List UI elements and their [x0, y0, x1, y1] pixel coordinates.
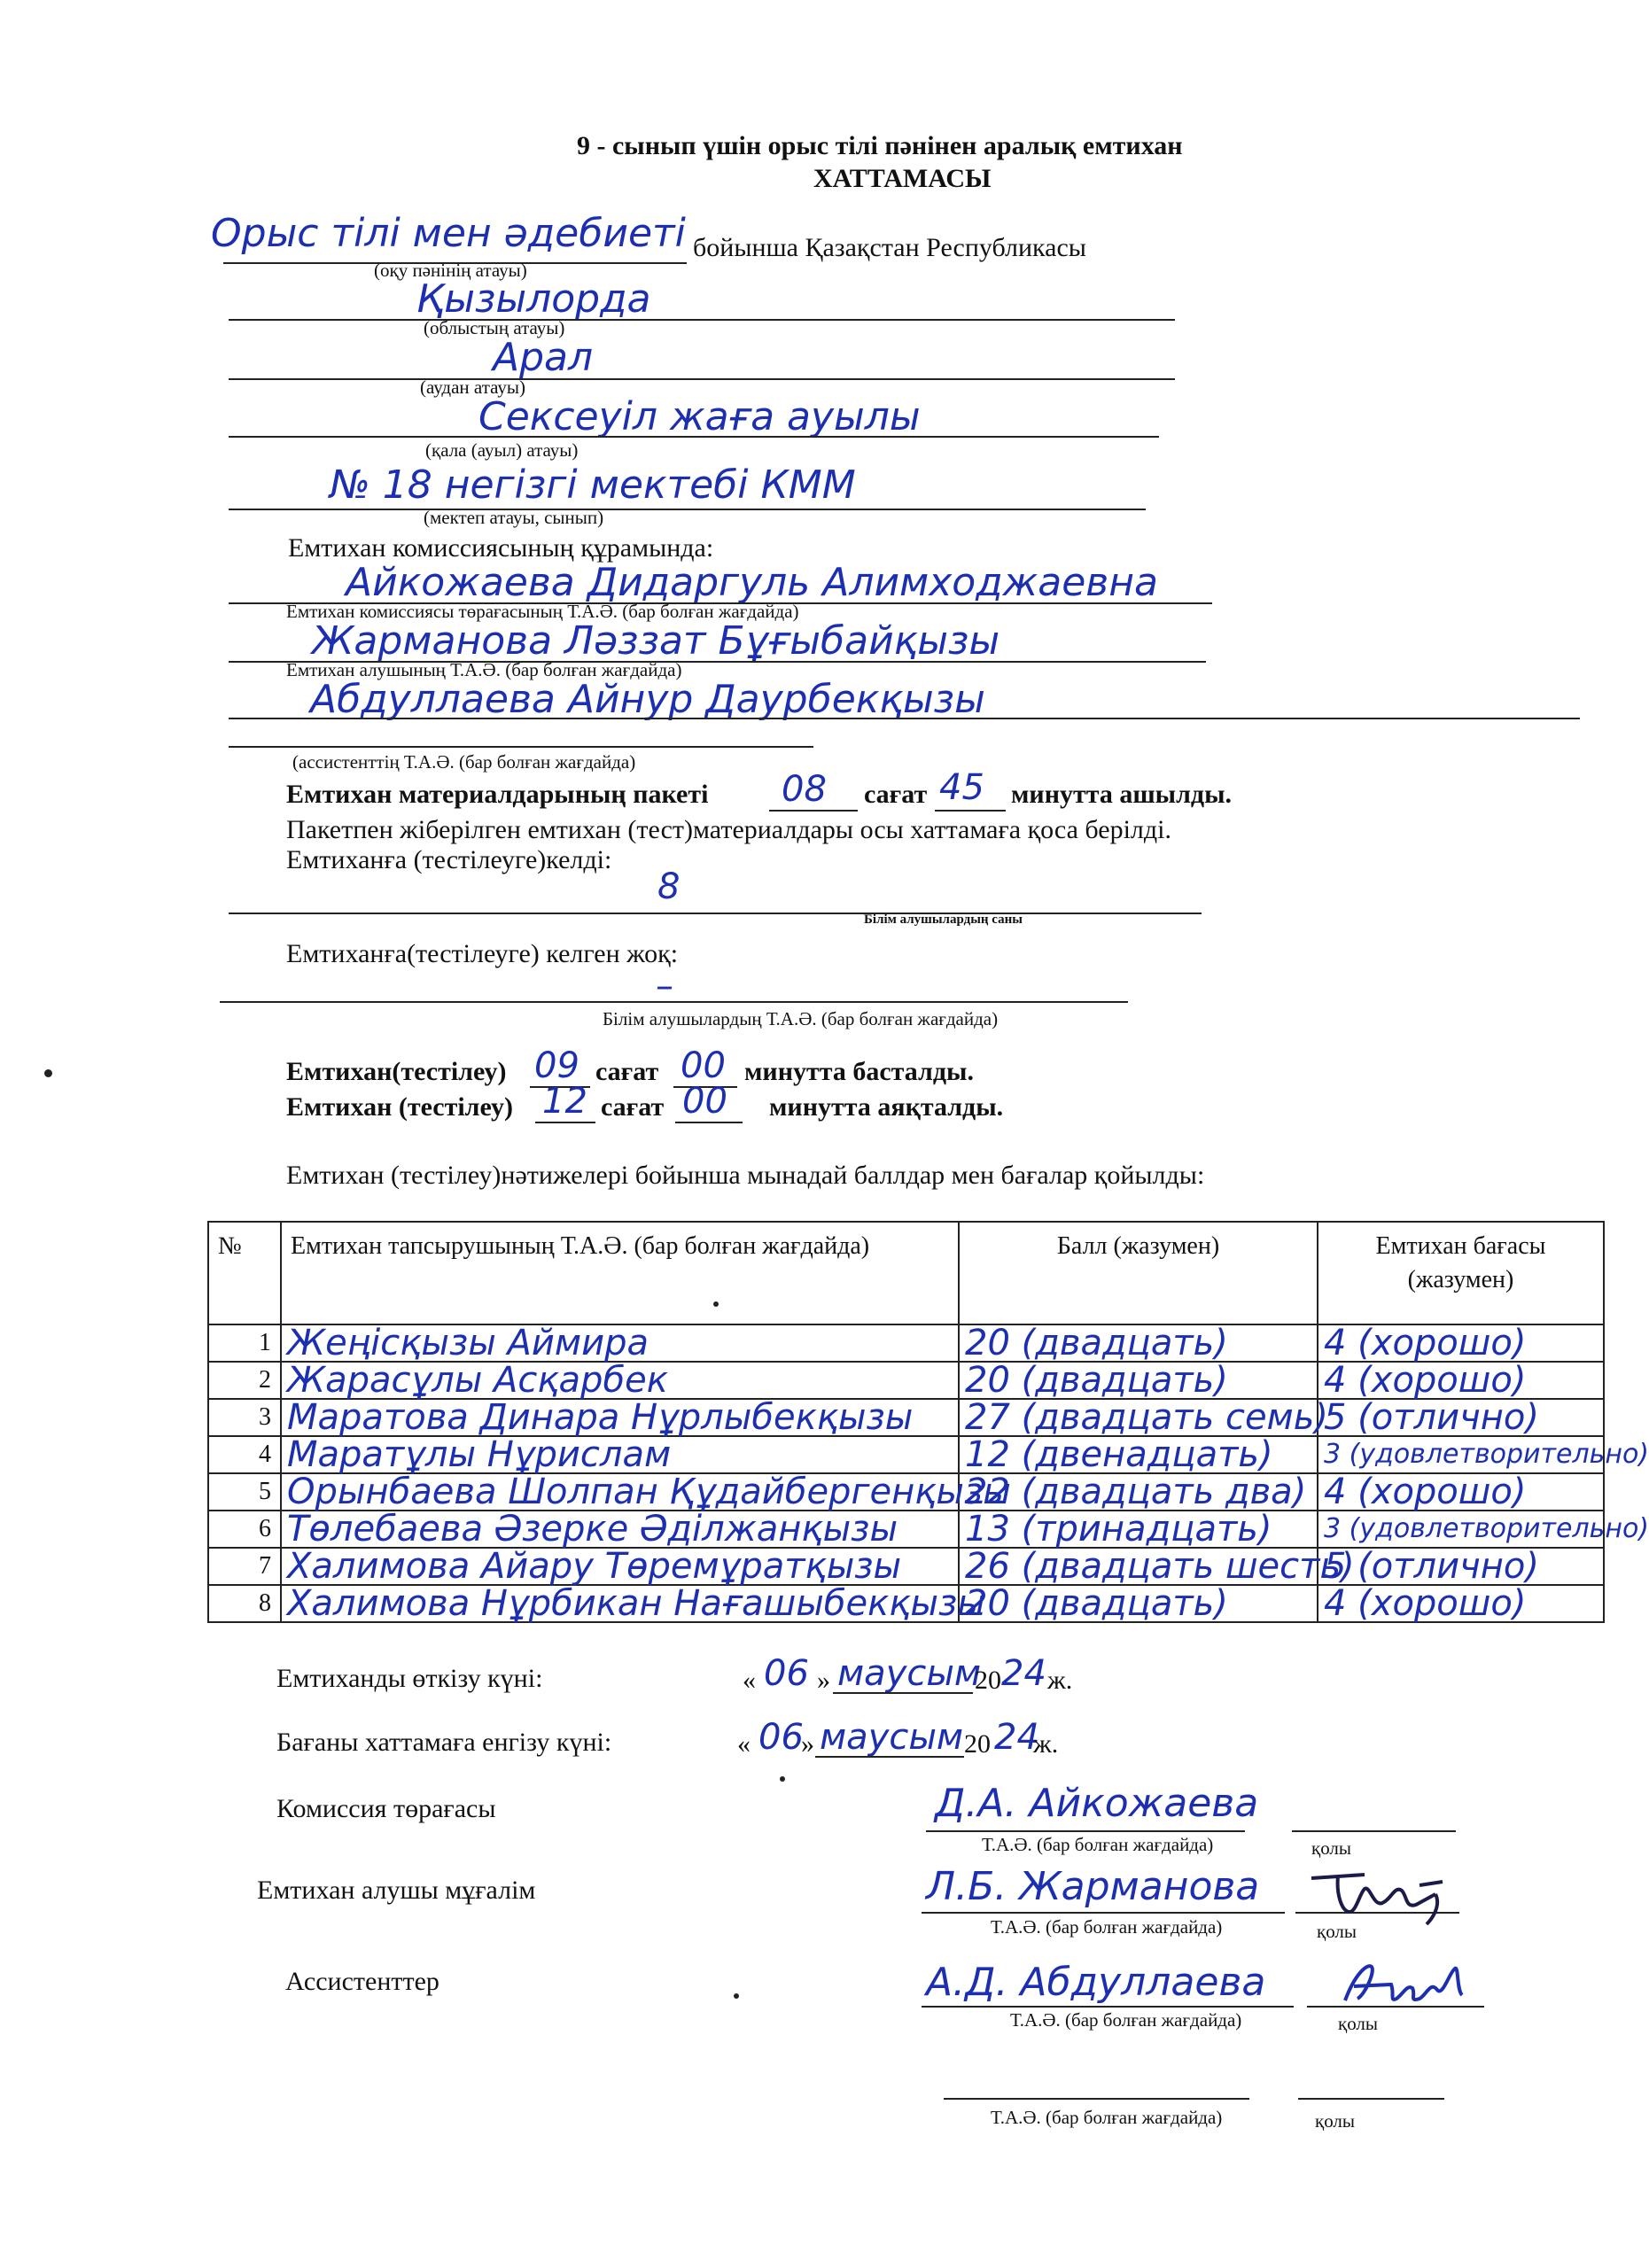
chair-sign-name: Д.А. Айкожаева [935, 1781, 1259, 1826]
exam-date-label: Емтиханды өткізу күні: [276, 1664, 543, 1693]
table-row [208, 1362, 1604, 1399]
school-line [229, 509, 1146, 510]
exam-date-year-suffix: 24 [1001, 1653, 1046, 1694]
absent-line [220, 1001, 1128, 1003]
packet-note: Пакетпен жіберілген емтихан (тест)материалдары осы хаттамаға қоса берілді. [286, 815, 1171, 844]
absent-value: – [656, 966, 673, 1006]
entry-date-label: Бағаны хаттамаға енгізу күні: [276, 1728, 612, 1757]
extra-sign-caption: қолы [1315, 2110, 1356, 2132]
table-row [208, 1511, 1604, 1548]
came-value: 8 [657, 866, 681, 907]
examiner-sign-name: Л.Б. Жарманова [926, 1864, 1260, 1909]
entry-date-close: » [801, 1729, 814, 1759]
end-prefix: Емтихан (тестілеу) [286, 1092, 514, 1122]
scan-speck [44, 1069, 52, 1077]
subject-value: Орыс тілі мен әдебиеті [211, 211, 686, 256]
exam-date-day: 06 [764, 1653, 809, 1694]
start-hour: 09 [534, 1045, 579, 1086]
district-caption: (аудан атауы) [420, 377, 525, 398]
results-table [207, 1221, 1649, 1624]
student-name: Төлебаева Әзерке Әділжанқызы [287, 1509, 898, 1550]
entry-date-month: маусым [820, 1717, 964, 1758]
assistant-sign-caption: қолы [1338, 2013, 1379, 2034]
row-number: 7 [208, 1548, 281, 1585]
examiner-signature [1303, 1859, 1462, 1930]
chair-fio-caption: Т.А.Ә. (бар болған жағдайда) [982, 1834, 1214, 1855]
exam-date-month-line [833, 1692, 973, 1694]
school-value: № 18 негізгі мектебі КММ [330, 462, 856, 508]
chair-sign-line [1292, 1830, 1456, 1832]
student-score: 12 (двенадцать) [965, 1434, 1273, 1475]
title-line-2: ХАТТАМАСЫ [813, 164, 992, 193]
chair-sign-label: Комиссия төрағасы [276, 1794, 496, 1823]
results-header-row [208, 1222, 1604, 1324]
came-caption: Білім алушылардың саны [864, 913, 1023, 927]
came-label: Емтиханға (тестілеуге)келді: [286, 845, 612, 874]
commission-heading: Емтихан комиссиясының құрамында: [288, 533, 714, 563]
end-minute-line [675, 1122, 743, 1123]
student-name: Маратұлы Нұрислам [287, 1434, 672, 1475]
packet-hour: 08 [782, 769, 827, 810]
examiner-sign-name-line [922, 1912, 1285, 1914]
entry-date-open: « [737, 1729, 751, 1759]
student-grade: 4 (хорошо) [1324, 1323, 1527, 1363]
exam-date-close: » [817, 1666, 830, 1695]
student-grade: 5 (отлично) [1324, 1397, 1539, 1438]
table-row [208, 1399, 1604, 1436]
start-suffix: минутта басталды. [744, 1057, 974, 1086]
assistant-sign-name-line [922, 2006, 1294, 2008]
exam-date-open: « [743, 1666, 756, 1695]
absent-label: Емтиханға(тестілеуге) келген жоқ: [286, 939, 679, 968]
student-grade: 4 (хорошо) [1324, 1472, 1527, 1512]
student-grade: 3 (удовлетворительно) [1324, 1439, 1649, 1470]
header-name: Емтихан тапсырушының Т.А.Ә. (бар болған жағдайда) [281, 1222, 959, 1324]
assistant-signature [1338, 1954, 1471, 2013]
header-score: Балл (жазумен) [959, 1222, 1318, 1324]
chair-sign-caption: қолы [1311, 1837, 1352, 1859]
student-name: Жарасұлы Асқарбек [287, 1360, 668, 1401]
table-row [208, 1436, 1604, 1473]
subject-suffix: бойынша Қазақстан Республикасы [693, 233, 1086, 262]
absent-caption: Білім алушылардың Т.А.Ә. (бар болған жағдайда) [603, 1008, 999, 1029]
table-row [208, 1324, 1604, 1362]
exam-date-end: ж. [1047, 1666, 1073, 1695]
region-caption: (облыстың атауы) [424, 317, 565, 338]
subject-caption: (оқу пәнінің атауы) [374, 260, 527, 281]
student-name: Халимова Нұрбикан Нағашыбекқызы [287, 1583, 985, 1624]
chair-sign-name-line [926, 1830, 1245, 1832]
student-grade: 5 (отлично) [1324, 1546, 1539, 1587]
header-number: № [208, 1222, 281, 1324]
district-line [229, 378, 1175, 380]
school-caption: (мектеп атауы, сынып) [424, 507, 604, 528]
packet-minute: 45 [939, 767, 984, 808]
student-score: 13 (тринадцать) [965, 1509, 1272, 1550]
start-mid: сағат [595, 1057, 659, 1086]
city-caption: (қала (ауыл) атауы) [425, 439, 579, 461]
assistant-line-2 [229, 746, 813, 748]
examiner-sign-caption: қолы [1317, 1921, 1357, 1942]
student-name: Маратова Динара Нұрлыбекқызы [287, 1397, 914, 1438]
chair-value: Айкожаева Дидаргуль Алимходжаевна [346, 560, 1158, 605]
extra-fio-caption: Т.А.Ә. (бар болған жағдайда) [991, 2107, 1223, 2128]
region-value: Қызылорда [416, 276, 651, 322]
table-row [208, 1548, 1604, 1585]
student-name: Жеңісқызы Аймира [287, 1323, 649, 1363]
student-grade: 3 (удовлетворительно) [1324, 1513, 1649, 1544]
extra-sign-line [1298, 2098, 1444, 2100]
exam-date-month: маусым [837, 1653, 982, 1694]
end-mid: сағат [601, 1092, 665, 1122]
student-name: Халимова Айару Төремұратқызы [287, 1546, 902, 1587]
assistant-fio-caption: Т.А.Ә. (бар болған жағдайда) [1010, 2009, 1242, 2031]
student-score: 20 (двадцать) [965, 1583, 1228, 1624]
chair-caption: Емтихан комиссиясы төрағасының Т.А.Ә. (бар болған жағдайда) [286, 601, 799, 622]
student-score: 20 (двадцать) [965, 1323, 1228, 1363]
title-line-1: 9 - сынып үшін орыс тілі пәнінен аралық емтихан [577, 131, 1183, 160]
scan-speck [734, 1993, 739, 1999]
examiner-caption: Емтихан алушының Т.А.Ә. (бар болған жағдайда) [286, 659, 682, 680]
examiner-value: Жарманова Ләззат Бұғыбайқызы [312, 618, 1000, 664]
row-number: 5 [208, 1473, 281, 1511]
row-number: 3 [208, 1399, 281, 1436]
examiner-sign-label: Емтихан алушы мұғалім [257, 1876, 536, 1905]
city-line [229, 436, 1159, 438]
end-hour-line [535, 1122, 595, 1123]
entry-date-month-line [815, 1756, 964, 1758]
region-line [229, 319, 1175, 321]
packet-mid: сағат [864, 780, 928, 809]
table-row [208, 1585, 1604, 1622]
student-grade: 4 (хорошо) [1324, 1360, 1527, 1401]
start-prefix: Емтихан(тестілеу) [286, 1057, 507, 1086]
city-value: Сексеуіл жаға ауылы [478, 394, 921, 439]
student-name: Орынбаева Шолпан Құдайбергенқызы [287, 1472, 1011, 1512]
packet-prefix: Емтихан материалдарының пакеті [286, 780, 709, 809]
packet-minute-line [935, 810, 1006, 812]
examiner-fio-caption: Т.А.Ә. (бар болған жағдайда) [991, 1916, 1223, 1938]
student-score: 26 (двадцать шесть) [965, 1546, 1355, 1587]
table-row [208, 1473, 1604, 1511]
row-number: 8 [208, 1585, 281, 1622]
row-number: 2 [208, 1362, 281, 1399]
packet-suffix: минутта ашылды. [1011, 780, 1233, 809]
packet-hour-line [769, 810, 858, 812]
scan-speck [713, 1301, 719, 1307]
header-grade: Емтихан бағасы (жазумен) [1318, 1222, 1604, 1324]
row-number: 1 [208, 1324, 281, 1362]
entry-date-year-prefix: 20 [964, 1729, 991, 1759]
results-intro: Емтихан (тестілеу)нәтижелері бойынша мынадай баллдар мен бағалар қойылды: [286, 1161, 1205, 1190]
start-minute: 00 [681, 1045, 726, 1086]
scan-speck [780, 1776, 785, 1782]
student-grade: 4 (хорошо) [1324, 1583, 1527, 1624]
student-score: 22 (двадцать два) [965, 1472, 1307, 1512]
entry-date-end: ж. [1033, 1729, 1059, 1759]
student-score: 20 (двадцать) [965, 1360, 1228, 1401]
district-value: Арал [493, 335, 594, 380]
end-suffix: минутта аяқталды. [769, 1092, 1004, 1122]
assistant-line-1 [229, 718, 1580, 719]
row-number: 6 [208, 1511, 281, 1548]
end-hour: 12 [542, 1081, 587, 1122]
assistant-caption: (ассистенттің Т.А.Ә. (бар болған жағдайда) [292, 751, 636, 773]
row-number: 4 [208, 1436, 281, 1473]
student-score: 27 (двадцать семь) [965, 1397, 1328, 1438]
extra-name-line [944, 2098, 1249, 2100]
came-line [229, 913, 1202, 914]
exam-date-year-prefix: 20 [975, 1666, 1001, 1695]
entry-date-day: 06 [758, 1717, 804, 1758]
assistant-sign-name: А.Д. Абдуллаева [926, 1960, 1266, 2005]
end-minute: 00 [682, 1081, 727, 1122]
assistant-value: Абдуллаева Айнур Даурбекқызы [310, 677, 985, 722]
assistants-sign-label: Ассистенттер [285, 1967, 439, 1996]
entry-date-year-suffix: 24 [994, 1717, 1039, 1758]
